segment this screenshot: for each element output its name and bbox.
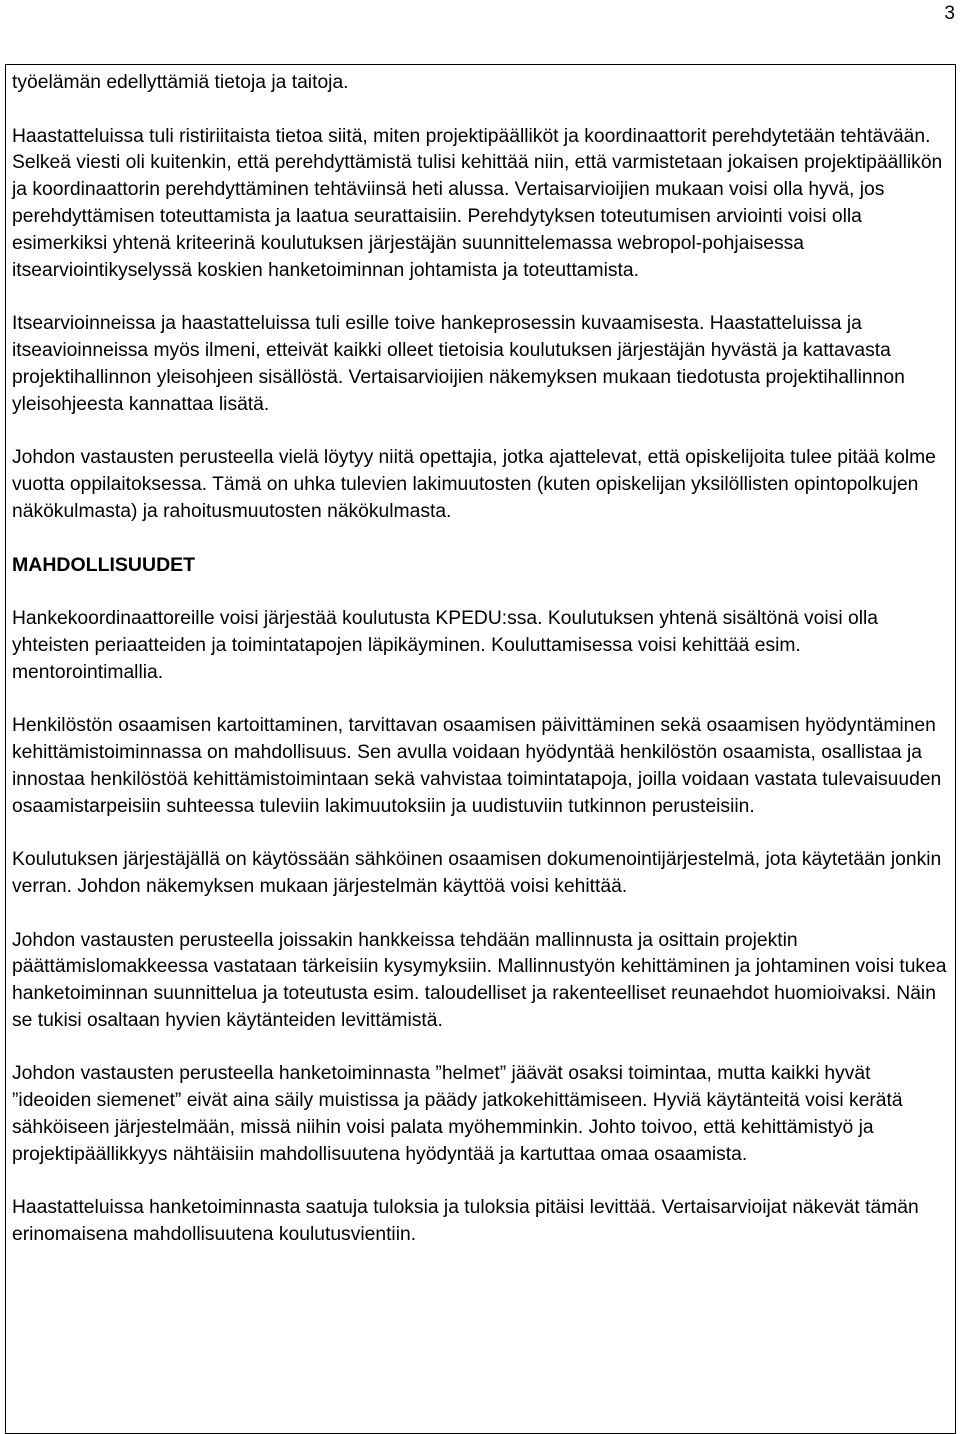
page-number: 3	[944, 3, 955, 24]
section-heading: MAHDOLLISUUDET	[12, 554, 196, 577]
paragraph: Itsearvioinneissa ja haastatteluissa tuli esille toive hankeprosessin kuvaamisesta. Haastatteluissa ja itseavioinneissa myös ilmeni, etteivät kaikki olleet tietoisia koulutuksen järjestäjän hyvästä ja kattavasta projektihallinnon yleisohjeen sisällöstä. Vertaisarvioijien näkemyksen mukaan tiedotusta projektihallinnon yleisohjeesta kannattaa lisätä.	[12, 313, 905, 415]
paragraph: Haastatteluissa tuli ristiriitaista tietoa siitä, miten projektipäälliköt ja koordinaattorit perehdytetään tehtävään. Selkeä viesti oli kuitenkin, että perehdyttämistä tulisi kehittää niin, että varmistetaan jokaisen projektipäällikön ja koordinaattorin perehdyttäminen tehtäviinsä heti alussa. Vertaisarvioijien mukaan voisi olla hyvä, jos perehdyttämisen toteuttamista ja laatua seurattaisiin. Perehdytyksen toteutumisen arviointi voisi olla esimerkiksi yhtenä kriteerinä koulutuksen järjestäjän suunnittelemassa webropol-pohjaisessa itsearviointikyselyssä koskien hanketoiminnan johtamista ja toteuttamista.	[12, 125, 943, 281]
paragraph: Haastatteluissa hanketoiminnasta saatuja tuloksia ja tuloksia pitäisi levittää. Vertaisarvioijat näkevät tämän erinomaisena mahdollisuutena koulutusvientiin.	[12, 1197, 919, 1246]
document-body	[12, 70, 947, 1276]
paragraph: Johdon vastausten perusteella joissakin hankkeissa tehdään mallinnusta ja osittain projektin päättämislomakkeessa vastataan tärkeisiin kysymyksiin. Mallinnustyön kehittäminen ja johtaminen voisi tukea hanketoiminnan suunnittelua ja toteutusta esim. taloudelliset ja rakenteelliset reunaehdot huomioivaksi. Näin se tukisi osaltaan hyvien käytänteiden levittämistä.	[12, 929, 947, 1031]
paragraph: työelämän edellyttämiä tietoja ja taitoja.	[12, 72, 349, 93]
paragraph: Johdon vastausten perusteella vielä löytyy niitä opettajia, jotka ajattelevat, että opiskelijoita tulee pitää kolme vuotta oppilaitoksessa. Tämä on uhka tulevien lakimuutosten (kuten opiskelijan yksilöllisten opintopolkujen näkökulmasta) ja rahoitusmuutosten näkökulmasta.	[12, 447, 936, 522]
paragraph: Koulutuksen järjestäjällä on käytössään sähköinen osaamisen dokumenointijärjestelmä, jota käytetään jonkin verran. Johdon näkemyksen mukaan järjestelmän käyttöä voisi kehittää.	[12, 849, 942, 897]
paragraph: Hankekoordinaattoreille voisi järjestää koulutusta KPEDU:ssa. Koulutuksen yhtenä sisältönä voisi olla yhteisten periaatteiden ja toimintatapojen läpikäyminen. Kouluttamisessa voisi kehittää esim. mentorointimallia.	[12, 607, 878, 683]
paragraph: Henkilöstön osaamisen kartoittaminen, tarvittavan osaamisen päivittäminen sekä osaamisen hyödyntäminen kehittämistoiminnassa on mahdollisuus. Sen avulla voidaan hyödyntää henkilöstön osaamista, osallistaa ja innostaa henkilöstöä kehittämistoimintaan sekä vahvistaa toimintatapoja, joilla voidaan vastata tulevaisuuden osaamistarpeisiin suhteessa tuleviin lakimuutoksiin ja uudistuviin tutkinnon perusteisiin.	[12, 715, 942, 817]
paragraph: Johdon vastausten perusteella hanketoiminnasta ”helmet” jäävät osaksi toimintaa, mutta kaikki hyvät ”ideoiden siemenet” eivät aina säily muistissa ja päädy jatkokehittämiseen. Hyviä käytänteitä voisi kerätä sähköiseen järjestelmään, missä niihin voisi palata myöhemminkin. Johto toivoo, että kehittämistyö ja projektipäällikkyys nähtäisiin mahdollisuutena hyödyntää ja kartuttaa omaa osaamista.	[12, 1063, 903, 1165]
